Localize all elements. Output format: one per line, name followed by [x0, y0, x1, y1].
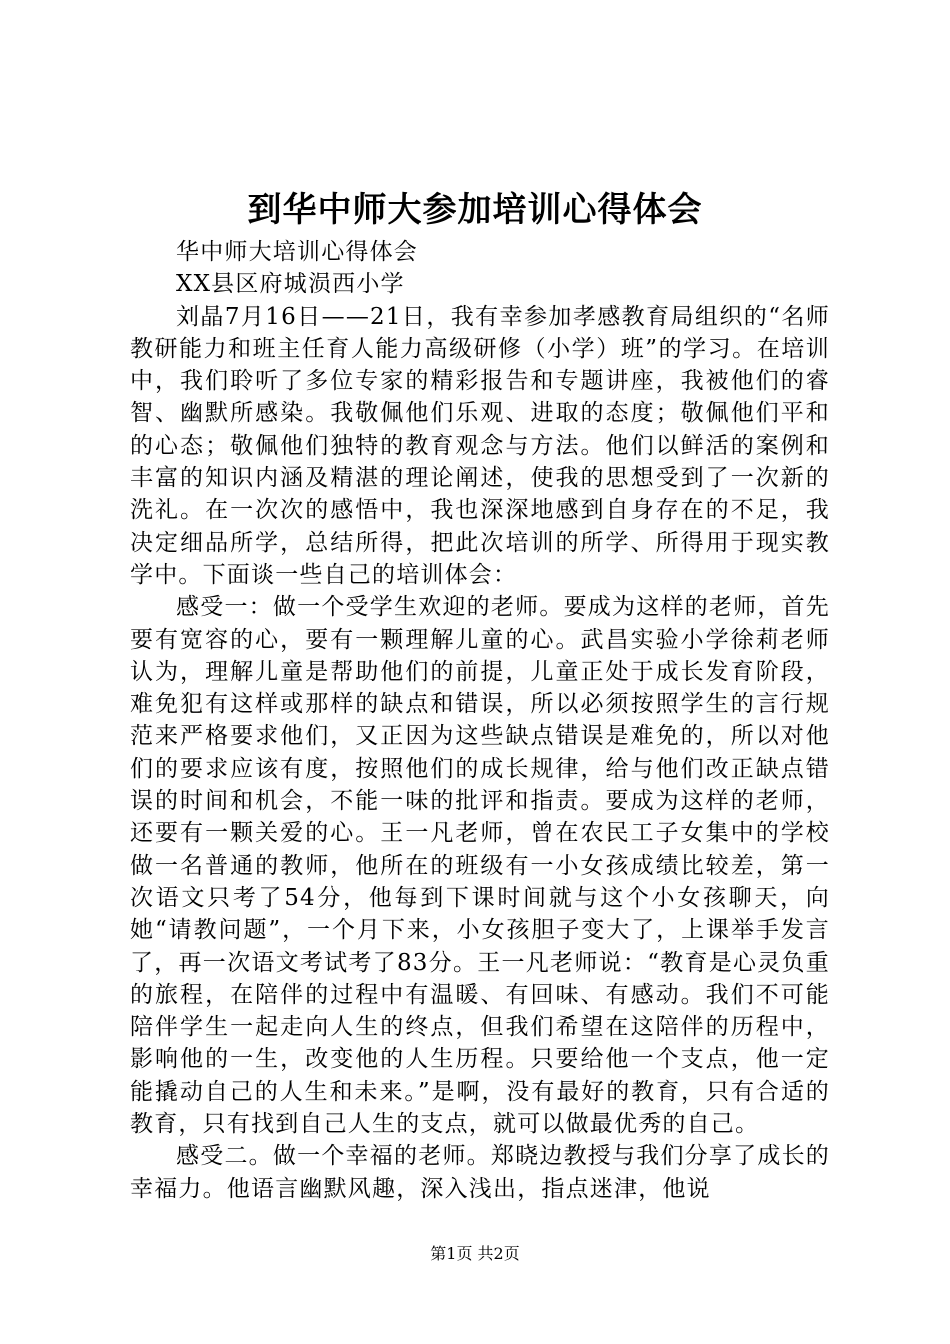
document-title: 到华中师大参加培训心得体会	[247, 190, 703, 230]
subtitle-line: 华中师大培训心得体会	[176, 239, 418, 265]
paragraph: 感受二。做一个幸福的老师。郑晓边教授与我们分享了成长的幸福力。他语言幽默风趣，深入浅出，指点迷津，他说	[130, 1143, 830, 1202]
page-footer: 第1页 共2页	[430, 1244, 520, 1263]
document-body	[130, 236, 830, 1205]
paragraph: 感受一：做一个受学生欢迎的老师。要成为这样的老师，首先要有宽容的心，要有一颗理解儿童的心。武昌实验小学徐莉老师认为，理解儿童是帮助他们的前提，儿童正处于成长发育阶段，难免犯有这样或那样的缺点和错误，所以必须按照学生的言行规范来严格要求他们，又正因为这些缺点错误是难免的，所以对他们的要求应该有度，按照他们的成长规律，给与他们改正缺点错误的时间和机会，不能一味的批评和指责。要成为这样的老师，还要有一颗关爱的心。王一凡老师，曾在农民工子女集中的学校做一名普通的教师，他所在的班级有一小女孩成绩比较差，第一次语文只考了54分，他每到下课时间就与这个小女孩聊天，向她“请教问题”，一个月下来，小女孩胆子变大了，上课举手发言了，再一次语文考试考了83分。王一凡老师说：“教育是心灵负重的旅程，在陪伴的过程中有温暖、有回味、有感动。我们不可能陪伴学生一起走向人生的终点，但我们希望在这陪伴的历程中，影响他的一生，改变他的人生历程。只要给他一个支点，他一定能撬动自己的人生和未来。”是啊，没有最好的教育，只有合适的教育，只有找到自己人生的支点，就可以做最优秀的自己。	[130, 594, 830, 1138]
school-line: XX县区府城涢西小学	[176, 271, 405, 298]
paragraph: 刘晶7月16日——21日，我有幸参加孝感教育局组织的“名师教研能力和班主任育人能力高级研修（小学）班”的学习。在培训中，我们聆听了多位专家的精彩报告和专题讲座，我被他们的睿智、幽默所感染。我敬佩他们乐观、进取的态度；敬佩他们平和的心态；敬佩他们独特的教育观念与方法。他们以鲜活的案例和丰富的知识内涵及精湛的理论阐述，使我的思想受到了一次新的洗礼。在一次次的感悟中，我也深深地感到自身存在的不足，我决定细品所学，总结所得，把此次培训的所学、所得用于现实教学中。下面谈一些自己的培训体会：	[130, 303, 830, 588]
